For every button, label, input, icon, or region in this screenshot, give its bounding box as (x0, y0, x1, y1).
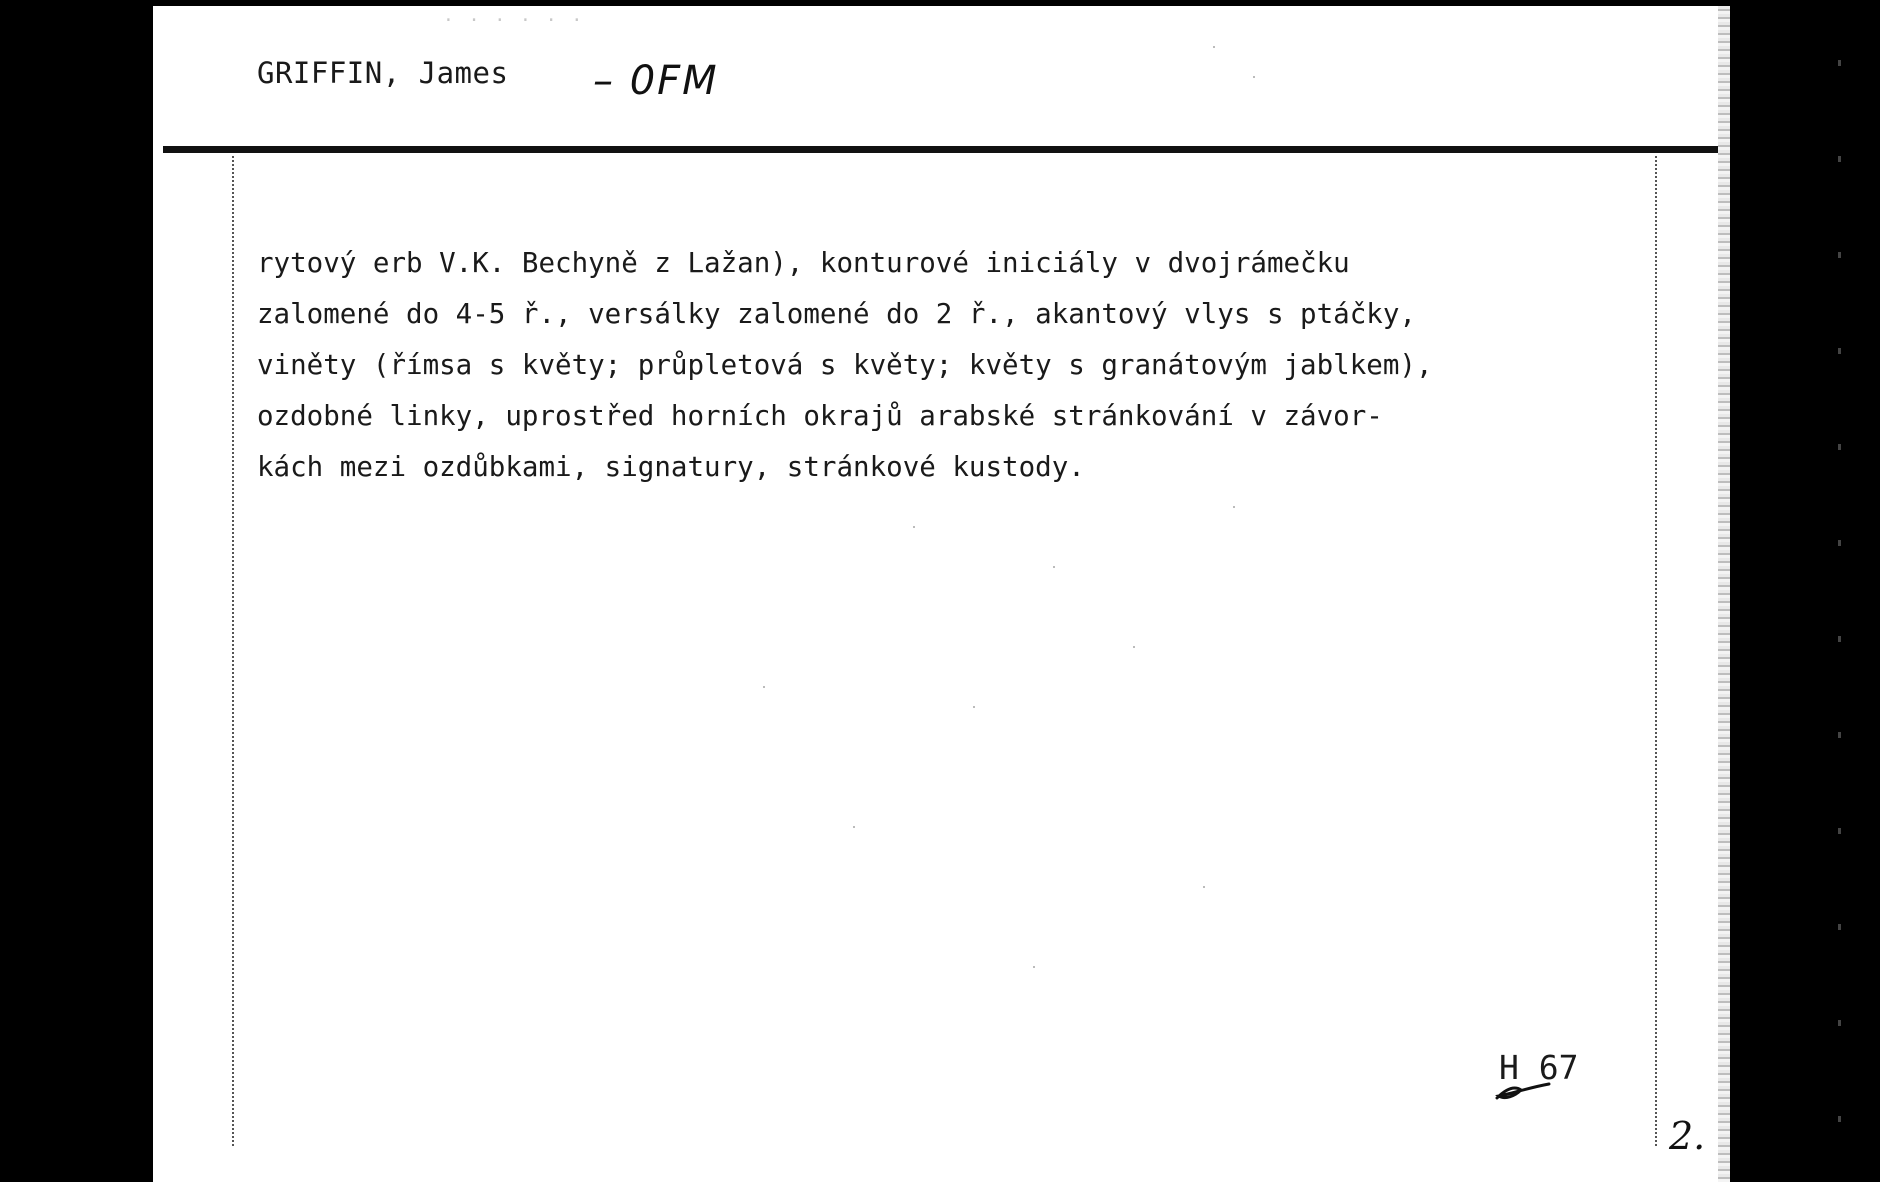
body-line: ozdobné linky, uprostřed horních okrajů arabské stránkování v závor- (257, 400, 1383, 432)
body-line: kách mezi ozdůbkami, signatury, stránkové kustody. (257, 451, 1085, 483)
heading-rule (163, 146, 1727, 153)
scan-speckle (763, 686, 765, 688)
scan-speckle (1033, 966, 1035, 968)
faint-bleed-through: · · · · · · (443, 10, 585, 31)
body-line: viněty (římsa s květy; průpletová s květy; květy s granátovým jablkem), (257, 349, 1433, 381)
scan-speckle (913, 526, 915, 528)
body-line: zalomené do 4-5 ř., versálky zalomené do 2 ř., akantový vlys s ptáčky, (257, 298, 1416, 330)
handwritten-note: – 0FM (593, 58, 719, 104)
page-number-mark: 2. (1669, 1114, 1706, 1158)
scan-speckle (853, 826, 855, 828)
body-line: rytový erb V.K. Bechyně z Lažan), konturové iniciály v dvojrámečku (257, 247, 1350, 279)
scan-speckle (1203, 886, 1205, 888)
card-edge-shadow (1718, 6, 1730, 1182)
shelf-mark: H 67 (1499, 1048, 1579, 1087)
card-body (257, 238, 1677, 493)
scan-speckle (1133, 646, 1135, 648)
scan-speckle (973, 706, 975, 708)
scan-speckle (1213, 46, 1215, 48)
left-margin-rule (232, 156, 234, 1146)
card-heading: GRIFFIN, James (257, 56, 509, 90)
scan-speckle (1233, 506, 1235, 508)
scan-speckle (1053, 566, 1055, 568)
scan-speckle (1253, 76, 1255, 78)
catalog-card (153, 6, 1727, 1182)
scan-border-marks (1838, 0, 1841, 1182)
